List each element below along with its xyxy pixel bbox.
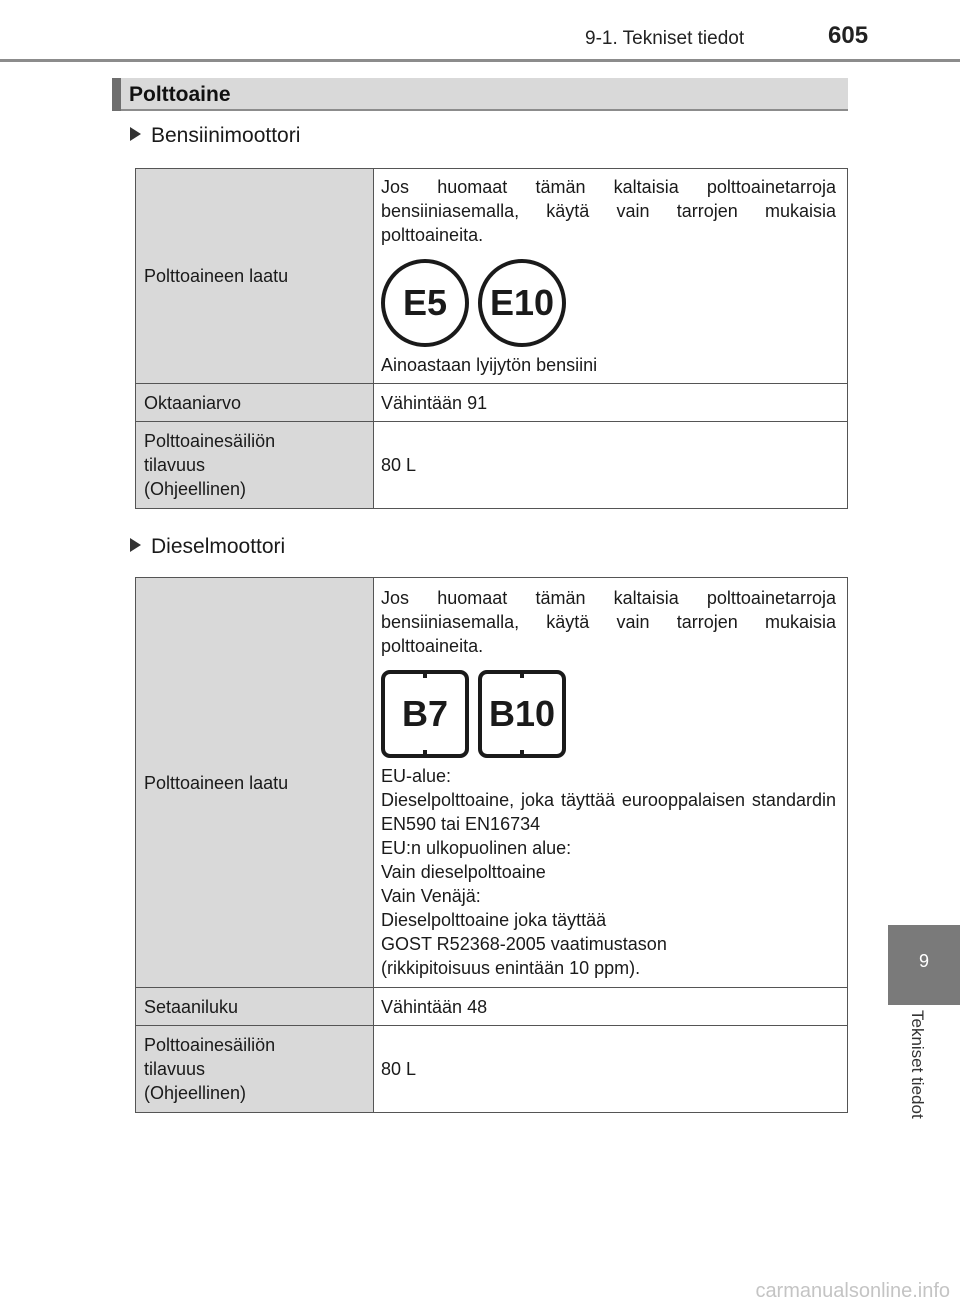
- table-row: [136, 988, 848, 1026]
- cetane-label: Setaaniluku: [136, 988, 374, 1026]
- petrol-tank-label-line: tilavuus: [144, 455, 206, 475]
- diesel-heading-text: Dieselmoottori: [151, 535, 286, 558]
- fuel-label-e5-icon: E5: [381, 259, 469, 347]
- petrol-spec-table: [135, 168, 848, 509]
- diesel-tank-label-line: (Ohjeellinen): [144, 1083, 247, 1103]
- fuel-label-b10-text: B10: [488, 692, 556, 734]
- fuel-label-b10-icon: [478, 670, 566, 758]
- watermark: carmanualsonline.info: [755, 1280, 950, 1302]
- section-title: Polttoaine: [129, 83, 231, 106]
- region-non-eu-text: Vain dieselpolttoaine: [381, 861, 546, 882]
- diesel-tank-label: [136, 1026, 374, 1113]
- diesel-tank-label-line: Polttoainesäiliön: [144, 1035, 276, 1055]
- table-row: [136, 578, 848, 988]
- petrol-tank-label-line: Polttoainesäiliön: [144, 431, 276, 451]
- table-row: [136, 169, 848, 384]
- region-russia-line: Dieselpolttoaine joka täyttää: [381, 909, 607, 930]
- chapter-label: Tekniset tiedot: [908, 1010, 927, 1119]
- petrol-quality-text: Jos huomaat tämän kaltaisia polttoainetarroja bensiiniasemalla, käytä vain tarrojen mukaisia polttoaineita.: [381, 177, 836, 245]
- region-eu-title: EU-alue:: [381, 765, 452, 786]
- label-notch: [423, 670, 427, 678]
- triangle-bullet-icon: [130, 127, 141, 141]
- table-row: [136, 1026, 848, 1113]
- table-row: [136, 384, 848, 422]
- diesel-heading: [130, 535, 285, 559]
- petrol-fuel-labels: [381, 259, 836, 347]
- petrol-quality-cell: [374, 169, 848, 384]
- diesel-spec-table: [135, 577, 848, 1113]
- diesel-quality-text: Jos huomaat tämän kaltaisia polttoainetarroja bensiiniasemalla, käytä vain tarrojen mukaisia polttoaineita.: [381, 587, 836, 656]
- label-notch: [423, 750, 427, 758]
- diesel-quality-label: Polttoaineen laatu: [136, 578, 374, 988]
- diesel-fuel-labels: [381, 670, 836, 758]
- diesel-tank-value: 80 L: [374, 1026, 848, 1113]
- fuel-label-e10-icon: E10: [478, 259, 566, 347]
- label-notch: [520, 750, 524, 758]
- header-rule: [0, 59, 960, 62]
- petrol-quality-note: Ainoastaan lyijytön bensiini: [381, 355, 598, 375]
- octane-value: Vähintään 91: [374, 384, 848, 422]
- petrol-tank-label: [136, 422, 374, 509]
- petrol-quality-label: Polttoaineen laatu: [136, 169, 374, 384]
- chapter-tab[interactable]: [888, 925, 960, 1005]
- cetane-value: Vähintään 48: [374, 988, 848, 1026]
- region-non-eu-title: EU:n ulkopuolinen alue:: [381, 837, 572, 858]
- section-accent: [112, 78, 121, 111]
- petrol-heading: [130, 124, 300, 148]
- chapter-number: 9: [918, 951, 929, 971]
- petrol-tank-label-line: (Ohjeellinen): [144, 479, 247, 499]
- section-title-bar: [112, 78, 848, 111]
- fuel-label-b7-icon: [381, 670, 469, 758]
- petrol-tank-value: 80 L: [374, 422, 848, 509]
- running-header-title: 9-1. Tekniset tiedot: [585, 28, 745, 49]
- region-russia-line: GOST R52368-2005 vaatimustason: [381, 933, 667, 954]
- diesel-quality-cell: [374, 578, 848, 988]
- table-row: [136, 422, 848, 509]
- octane-label: Oktaaniarvo: [136, 384, 374, 422]
- region-eu-text: Dieselpolttoaine, joka täyttää eurooppalaisen standardin EN590 tai EN16734: [381, 789, 836, 834]
- region-russia-title: Vain Venäjä:: [381, 885, 481, 906]
- diesel-tank-label-line: tilavuus: [144, 1059, 206, 1079]
- region-russia-line: (rikkipitoisuus enintään 10 ppm).: [381, 957, 641, 978]
- petrol-heading-text: Bensiinimoottori: [151, 124, 301, 147]
- fuel-label-b7-text: B7: [401, 692, 449, 734]
- page-number: 605: [828, 22, 869, 49]
- label-notch: [520, 670, 524, 678]
- triangle-bullet-icon: [130, 538, 141, 552]
